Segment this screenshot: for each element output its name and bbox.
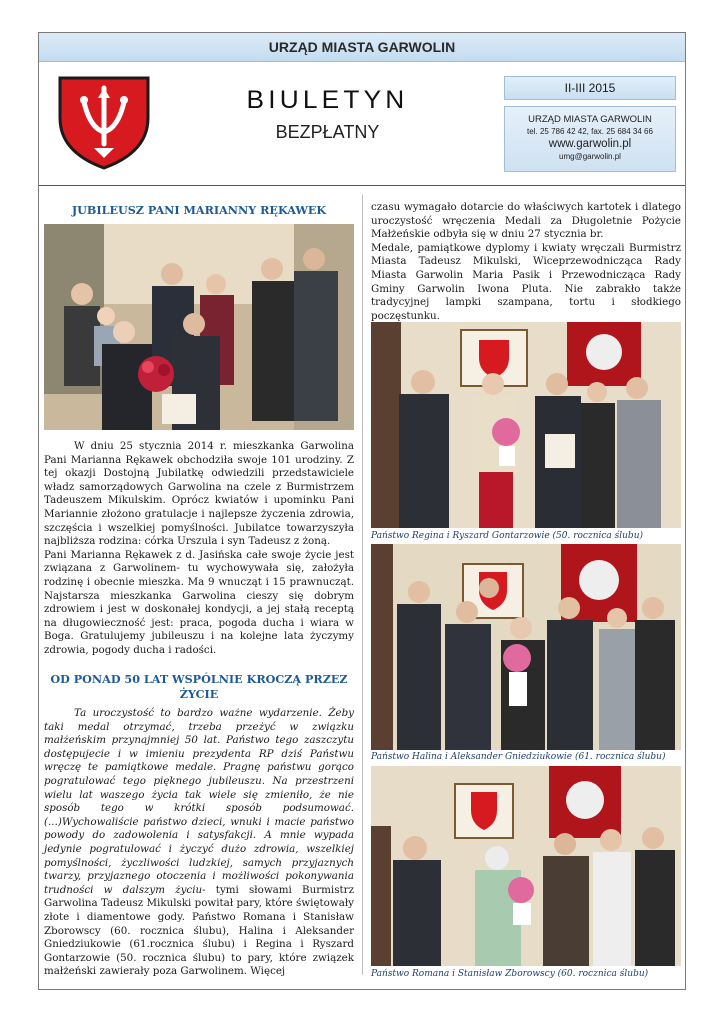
birthday-photo xyxy=(44,224,354,430)
article2-continuation xyxy=(371,201,681,323)
article1-headline: JUBILEUSZ PANI MARIANNY RĘKAWEK xyxy=(71,203,327,217)
column-divider xyxy=(362,195,363,975)
top-banner xyxy=(39,33,685,62)
couple-photo-gniedziuk xyxy=(371,544,681,750)
header-rule xyxy=(39,185,685,186)
contact-email[interactable]: umg@garwolin.pl xyxy=(559,152,621,161)
article2-text: - tymi słowami Burmistrz Garwolina Tadeusz Mikulski powitał pary, które świętowały złote i diamentowe gody. Państwo Romana i Stanisław Zborowscy (60. rocznica ślubu), Halina i Aleksander Gniedziukowie (61.rocznica ślubu) i Regina i Ryszard Gontarzowie (50. rocznica ślubu) to pary, które związek małżeński zawierały poza Garwolinem. Więcej xyxy=(44,883,354,978)
continuation-paragraph: Medale, pamiątkowe dyplomy i kwiaty wręczali Burmistrz Miasta Tadeusz Mikulski, Wiceprzewodnicząca Rady Miasta Garwolin Maria Pasik i Przewodnicząca Rady Gminy Garwolin Iwona Pluta. Nie zabrakło także tradycyjnej lampki szampana, tortu i słodkiego poczęstunku. xyxy=(371,241,681,322)
article1-paragraph: W dniu 25 stycznia 2014 r. mieszkanka Garwolina Pani Marianna Rękawek obchodziła swoje 101 urodziny. Z tej okazji Dostojną Jubilatkę odwiedzili przedstawiciele władz samorządowych Garwolina na czele z Burmistrzem Tadeuszem Mikulskim. Oprócz kwiatów i upominku Pani Mariannie złożono gratulacje i najlepsze życzenia zdrowia, szczęścia i wszelkiej pomyślności. Jubilatce towarzyszyła najbliższa rodzina: córka Urszula i syn Tadeusz z żoną. xyxy=(44,440,354,548)
article2-body xyxy=(44,707,354,979)
contact-name: URZĄD MIASTA GARWOLIN xyxy=(528,114,652,125)
continuation-paragraph: czasu wymagało dotarcie do właściwych kartotek i dlatego uroczystość wręczenia Medali za Długoletnie Pożycie Małżeńskie odbyła się w dniu 27 stycznia br. xyxy=(371,201,681,241)
article1-paragraph: Pani Marianna Rękawek z d. Jasińska całe swoje życie jest związana z Garwolinem- tu wychowywała się, założyła rodzinę i obecnie mieszka. Ma 9 wnucząt i 15 prawnucząt. Najstarsza mieszkanka Garwolina cieszy się dobrym zdrowiem i jest w doskonałej kondycji, a jej stałą receptą na długowieczność jest: praca, pogoda ducha i wiara w Boga. Gratulujemy jubileuszu i na kolejne lata życzymy zdrowia, pogody ducha i radości. xyxy=(44,548,354,656)
contact-website[interactable]: www.garwolin.pl xyxy=(548,138,632,150)
couple-photo-zborowski xyxy=(371,766,681,966)
mayor-quote: Ta uroczystość to bardzo ważne wydarzenie. Żeby taki medal otrzymać, trzeba przeżyć w związku małżeńskim przynajmniej 50 lat. Państwo tego zaszczytu dostępujecie i w imieniu prezydenta RP dziś Państwu wręczę te pamiątkowe medale. Pragnę państwu gorąco pogratulować tego pięknego jubileuszu. Na przestrzeni wielu lat waszego życia tak wiele się zmieniło, że nie sposób tego w krótki sposób podsumować. (...)Wychowaliście państwo dzieci, wnuki i macie państwo powody do zadowolenia i satysfakcji. A mnie wypada jedynie pogratulować i życzyć dużo zdrowia, wszelkiej pomyślności, życzliwości ludzkiej, samych przyjaznych twarzy, przyjaznego otoczenia i możliwości pokonywania trudności w dalszym życiu xyxy=(44,707,354,896)
article2-headline: OD PONAD 50 LAT WSPÓLNIE KROCZĄ PRZEZ ŻYCIE xyxy=(50,672,348,701)
bulletin-title: BIULETYN xyxy=(246,86,409,114)
photo-caption: Państwo Halina i Aleksander Gniedziukowie (61. rocznica ślubu) xyxy=(371,752,666,762)
photo-caption: Państwo Romana i Stanisław Zborowscy (60. rocznica ślubu) xyxy=(371,969,649,979)
photo-caption: Państwo Regina i Ryszard Gontarzowie (50. rocznica ślubu) xyxy=(371,531,643,541)
contact-box xyxy=(504,106,676,172)
coat-of-arms-logo xyxy=(50,66,158,174)
office-title: URZĄD MIASTA GARWOLIN xyxy=(268,39,456,55)
issue-badge: II-III 2015 xyxy=(504,76,676,100)
bulletin-subtitle: BEZPŁATNY xyxy=(275,122,380,142)
couple-photo-gontarz xyxy=(371,322,681,528)
article1-body xyxy=(44,440,354,658)
contact-phone: tel. 25 786 42 42, fax. 25 684 34 66 xyxy=(527,127,653,136)
